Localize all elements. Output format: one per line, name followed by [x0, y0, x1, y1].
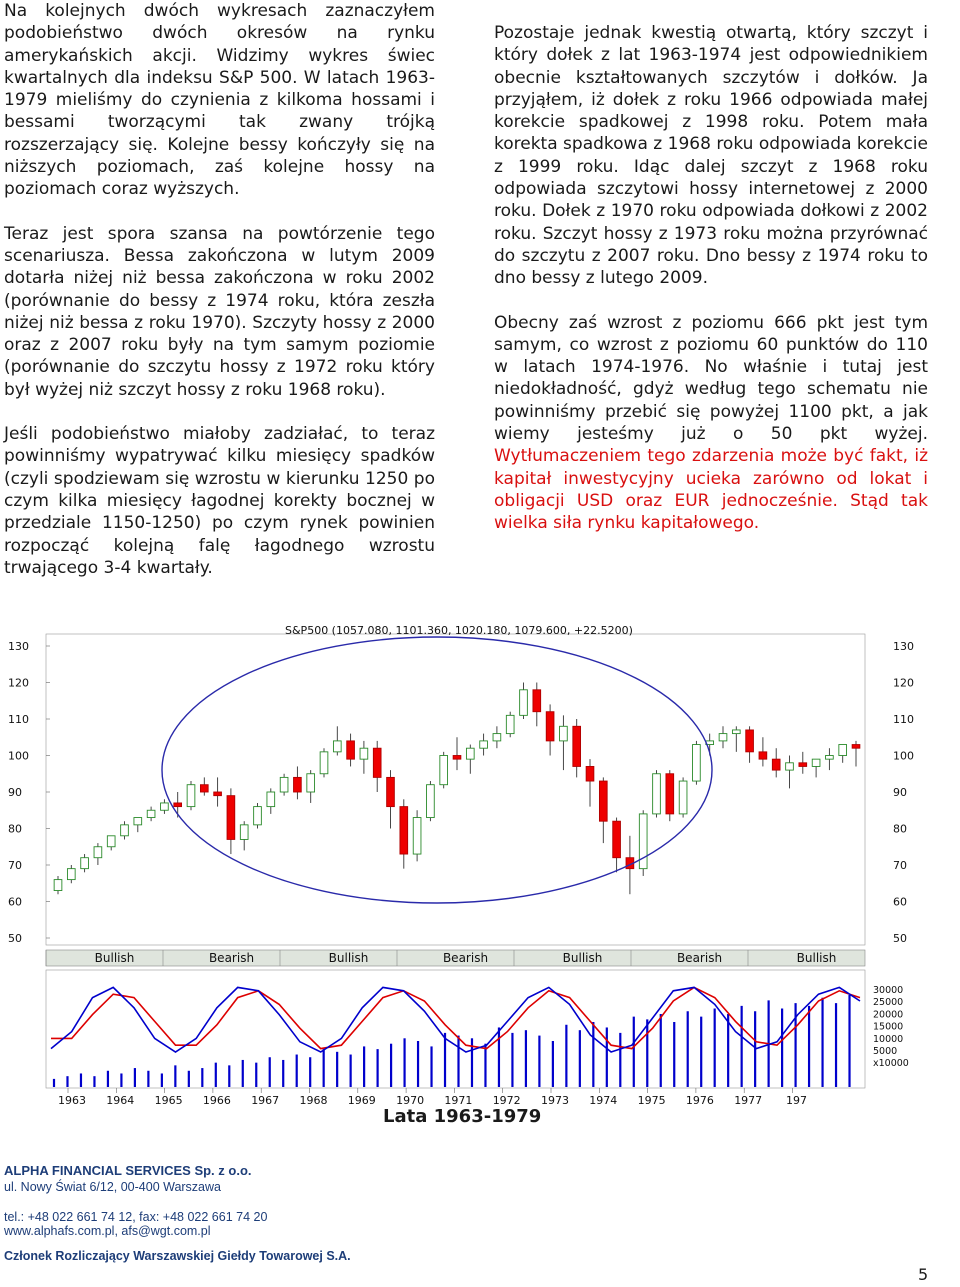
candle-down — [533, 690, 541, 712]
candle-up — [493, 734, 501, 741]
candle-up — [413, 818, 421, 855]
candle-up — [254, 807, 262, 825]
candle-up — [280, 777, 288, 792]
candle-up — [67, 869, 75, 880]
candle-up — [161, 803, 169, 810]
candle-down — [573, 726, 581, 766]
x-tick-label: 1975 — [637, 1094, 666, 1107]
y-tick-label-right: 130 — [893, 640, 914, 653]
candle-down — [200, 785, 208, 792]
footer-address: ul. Nowy Świat 6/12, 00-400 Warszawa — [4, 1180, 221, 1194]
candle-up — [427, 785, 435, 818]
candle-up — [333, 741, 341, 752]
y-tick-label-right: 70 — [893, 859, 907, 872]
candle-up — [81, 858, 89, 869]
candle-up — [107, 836, 115, 847]
candle-up — [440, 756, 448, 785]
y-tick-label-left: 60 — [8, 895, 22, 909]
candle-up — [267, 792, 275, 807]
y-tick-label-right: 60 — [893, 895, 907, 909]
candle-up — [812, 759, 820, 766]
phase-label: Bearish — [442, 951, 489, 965]
candle-down — [387, 777, 395, 806]
candle-up — [187, 785, 195, 807]
candle-down — [772, 759, 780, 770]
chart-svg — [0, 620, 914, 1110]
phase-label: Bearish — [676, 951, 723, 965]
footer-member: Członek Rozliczający Warszawskiej Giełdy Towarowej S.A. — [4, 1249, 351, 1263]
x-tick-label: 1966 — [202, 1094, 231, 1107]
candle-up — [719, 734, 727, 741]
y-tick-label-left: 130 — [8, 640, 29, 653]
x-tick-label: 1969 — [347, 1094, 376, 1107]
volume-tick-label: 25000 — [873, 997, 904, 1009]
candle-up — [307, 774, 315, 792]
phase-label: Bearish — [208, 951, 255, 965]
volume-tick-label: 10000 — [873, 1033, 904, 1045]
candle-up — [732, 730, 740, 734]
candle-up — [679, 781, 687, 814]
volume-tick-label: 20000 — [873, 1009, 904, 1021]
y-tick-label-left: 70 — [8, 859, 22, 872]
x-tick-label: 1973 — [541, 1094, 569, 1107]
footer-web: www.alphafs.com.pl, afs@wgt.com.pl — [4, 1224, 211, 1238]
phase-label: Bullish — [796, 951, 837, 965]
candle-down — [613, 821, 621, 858]
phase-label: Bullish — [94, 951, 135, 965]
y-tick-label-left: 100 — [8, 749, 29, 763]
left-paragraph-2: Teraz jest spora szansa na powtórzenie tego scenariusza. Bessa zakończona w lutym 2009 dotarła niżej niż bessa zakończona w roku 2002 (porównanie do bessy z 1974 roku, która zeszła niżej niż bessa z roku 1970). Szczyty hossy z 2000 oraz z 2007 roku były na tym samym poziomie (porównanie do szczytu hossy z 1972 roku który był wyżej niż szczyt hossy z roku 1968 roku). — [4, 223, 435, 400]
candle-down — [666, 774, 674, 814]
left-text-column — [4, 0, 435, 601]
candle-down — [347, 741, 355, 759]
x-tick-label: 1970 — [396, 1094, 425, 1107]
candle-down — [599, 781, 607, 821]
candle-up — [54, 880, 62, 891]
y-tick-label-right: 50 — [893, 932, 907, 945]
phase-label: Bullish — [562, 951, 603, 965]
candle-down — [746, 730, 754, 752]
candle-down — [759, 752, 767, 759]
candle-down — [799, 763, 807, 767]
footer-company: ALPHA FINANCIAL SERVICES Sp. z o.o. — [4, 1163, 252, 1178]
candle-up — [506, 715, 514, 733]
candle-up — [360, 748, 368, 759]
candle-down — [586, 766, 594, 781]
x-tick-label: 1965 — [154, 1094, 183, 1107]
x-tick-label: 1974 — [589, 1094, 618, 1107]
candle-up — [839, 745, 847, 756]
volume-tick-label: 5000 — [873, 1046, 898, 1057]
candle-up — [240, 825, 248, 840]
right-paragraph-2-red: Wytłumaczeniem tego zdarzenia może być fakt, iż kapitał inwestycyjny ucieka zarówno od lokat i obligacji USD oraz EUR jednocześnie. Stąd tak wielka siła rynku kapitałowego. — [494, 446, 928, 534]
candle-down — [174, 803, 182, 807]
candle-up — [653, 774, 661, 814]
candle-down — [214, 792, 222, 796]
candle-down — [852, 745, 860, 749]
footer-phone: tel.: +48 022 661 74 12, fax: +48 022 661 74 20 — [4, 1210, 268, 1224]
candle-down — [373, 748, 381, 777]
candle-down — [546, 712, 554, 741]
sp500-chart — [0, 620, 914, 1110]
volume-tick-label: 30000 — [873, 985, 904, 996]
left-paragraph-1: Na kolejnych dwóch wykresach zaznaczyłem podobieństwo dwóch okresów na rynku amerykańskich akcji. Widzimy wykres świec kwartalnych dla indeksu S&P 500. W latach 1963-1979 mieliśmy do czynienia z kilkoma hossami i bessami tworzącymi tak zwany trójką rozszerzający się. Kolejne bessy kończyły się na niższych poziomach, zaś kolejne hossy na poziomach coraz wyższych. — [4, 1, 435, 200]
candle-down — [227, 796, 235, 840]
candle-up — [147, 810, 155, 817]
chart-caption: Lata 1963-1979 — [383, 1106, 542, 1127]
candle-up — [320, 752, 328, 774]
y-tick-label-right: 110 — [893, 713, 914, 726]
x-tick-label: 1971 — [444, 1094, 473, 1107]
x-tick-label: 1964 — [106, 1094, 135, 1107]
right-paragraph-2 — [494, 312, 928, 535]
candle-up — [639, 814, 647, 869]
y-tick-label-right: 120 — [893, 676, 914, 690]
candle-up — [560, 726, 568, 741]
x-tick-label: 1976 — [685, 1094, 714, 1107]
candle-down — [453, 756, 461, 760]
x-tick-label: 1977 — [734, 1094, 763, 1107]
candle-up — [693, 745, 701, 782]
x-tick-label: 1963 — [58, 1094, 86, 1107]
page-number: 5 — [918, 1265, 929, 1284]
candle-up — [94, 847, 102, 858]
volume-tick-label: x10000 — [873, 1058, 909, 1070]
candle-up — [520, 690, 528, 716]
y-tick-label-right: 80 — [893, 822, 907, 836]
candle-up — [786, 763, 794, 770]
x-tick-label: 197 — [786, 1094, 807, 1107]
chart-title: S&P500 (1057.080, 1101.360, 1020.180, 1079.600, +22.5200) — [285, 624, 633, 637]
y-tick-label-left: 120 — [8, 676, 29, 690]
x-tick-label: 1972 — [492, 1094, 521, 1107]
oscillator-slow-line — [51, 987, 860, 1048]
y-tick-label-left: 80 — [8, 822, 22, 836]
right-paragraph-2-black: Obecny zaś wzrost z poziomu 666 pkt jest tym samym, co wzrost z poziomu 60 punktów do 110 w latach 1974-1976. No właśnie i tutaj jest niedokładność, gdyż według tego schematu nie powinniśmy przebić się powyżej 1100 pkt, a jak wiemy jesteśmy już o 50 pkt wyżej. — [494, 312, 928, 445]
x-tick-label: 1968 — [299, 1094, 328, 1107]
y-tick-label-right: 90 — [893, 786, 907, 799]
candle-up — [121, 825, 129, 836]
candle-down — [294, 777, 302, 792]
volume-tick-label: 15000 — [873, 1021, 904, 1033]
right-paragraph-1: Pozostaje jednak kwestią otwartą, który szczyt i który dołek z lat 1963-1974 jest odpowiednikiem obecnie kształtowanych szczytów i dołków. Ja przyjąłem, iż dołek z roku 1966 odpowiada małej korekcie spadkowej z 1998 roku. Potem mała korekta spadkowa z 1968 roku odpowiada korekcie z 1999 roku. Idąc dalej szczyt z 1968 roku odpowiada szczytowi hossy internetowej z 2000 roku. Dołek z 1970 roku odpowiada dołkowi z 2002 roku. Szczyt hossy z 1973 roku można przyrównać do szczytu z 2007 roku. Dno bessy z 1974 roku to dno bessy z lutego 2009. — [494, 23, 928, 289]
candle-up — [480, 741, 488, 748]
phase-label: Bullish — [328, 951, 369, 965]
left-paragraph-3: Jeśli podobieństwo miałoby zadziałać, to teraz powinniśmy wypatrywać kilku miesięcy spadków (czyli spodziewam się wzrostu w kierunku 1250 po czym kilka miesięcy łagodnej korekty bocznej w przedziale 1150-1250) po czym rynek powinien rozpocząć kolejną falę łagodnego wzrostu trwającego 3-4 kwartały. — [4, 424, 435, 578]
candle-up — [466, 748, 474, 759]
price-panel-frame — [46, 634, 865, 945]
y-tick-label-left: 50 — [8, 932, 22, 945]
y-tick-label-right: 100 — [893, 749, 914, 763]
candle-up — [826, 756, 834, 760]
y-tick-label-left: 90 — [8, 786, 22, 799]
candle-down — [400, 807, 408, 854]
x-tick-label: 1967 — [251, 1094, 280, 1107]
candle-up — [134, 818, 142, 825]
y-tick-label-left: 110 — [8, 713, 29, 726]
right-text-column — [494, 22, 928, 557]
